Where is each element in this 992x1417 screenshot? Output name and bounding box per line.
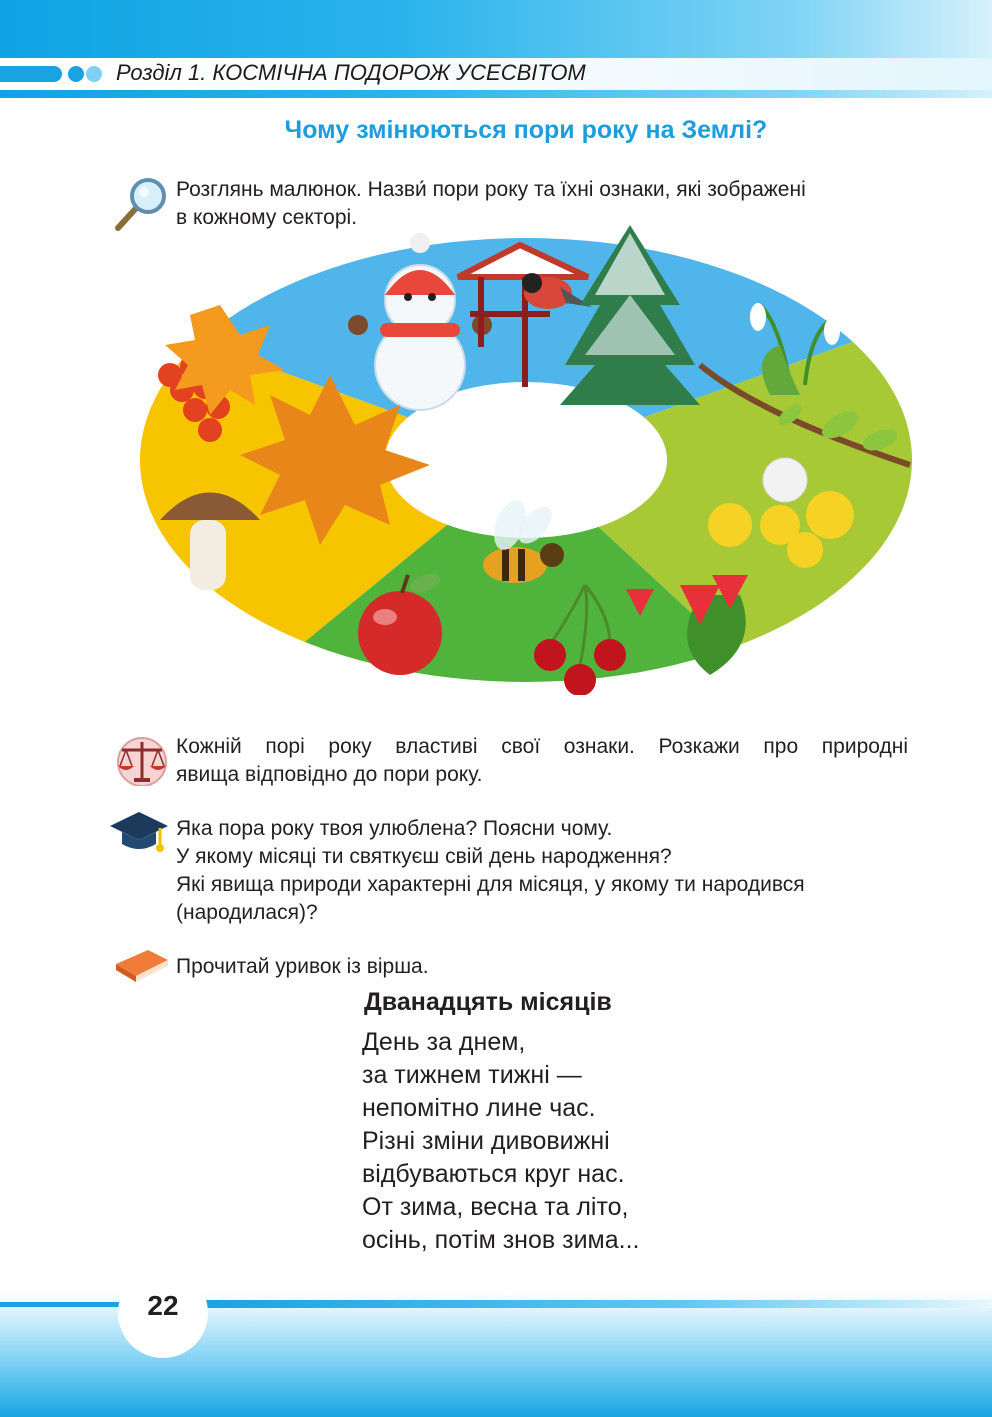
poem-body	[362, 1026, 639, 1257]
graduation-cap-icon	[108, 810, 170, 856]
header-dot	[68, 66, 84, 82]
book-icon	[112, 946, 170, 984]
scales-icon	[114, 736, 170, 786]
task-line: Яка пора року твоя улюблена? Поясни чому.	[176, 817, 613, 840]
poem-line: Різні зміни дивовижні	[362, 1127, 610, 1155]
task-scales-text	[176, 733, 916, 789]
seasons-figure	[140, 225, 912, 695]
header-dot	[86, 66, 102, 82]
poem-line: День за днем,	[362, 1028, 526, 1056]
task-line: (народилася)?	[176, 901, 318, 924]
task-line: явища відповідно до пори року.	[176, 763, 483, 786]
task-magnifier-text	[176, 176, 916, 232]
poem-line: за тижнем тижні —	[362, 1061, 582, 1089]
task-line: в кожному секторі.	[176, 206, 358, 229]
section-title: Розділ 1. КОСМІЧНА ПОДОРОЖ УСЕСВІТОМ	[116, 60, 586, 85]
poem-line: осінь, потім знов зима...	[362, 1226, 640, 1254]
poem-line: От зима, весна та літо,	[362, 1193, 629, 1221]
task-line: Які явища природи характерні для місяця, у якому ти народився	[176, 873, 805, 896]
poem-line: відбуваються круг нас.	[362, 1160, 625, 1188]
header-bar	[0, 66, 62, 82]
task-line: Кожній порі року властиві свої ознаки. Розкажи про природні	[176, 735, 908, 758]
poem-line: непомітно лине час.	[362, 1094, 596, 1122]
task-book-text: Прочитай уривок із вірша.	[176, 955, 429, 978]
page-title: Чому змінюються пори року на Землі?	[284, 116, 768, 144]
footer-line	[200, 1300, 992, 1308]
task-cap-text	[176, 815, 936, 927]
magnifier-icon	[112, 176, 168, 232]
task-line: Розглянь малюнок. Назви́ пори року та їхні ознаки, які зображені	[176, 178, 806, 201]
task-line: У якому місяці ти святкуєш свій день народження?	[176, 845, 672, 868]
poem-title: Дванадцять місяців	[364, 988, 612, 1016]
page-number: 22	[147, 1290, 179, 1321]
